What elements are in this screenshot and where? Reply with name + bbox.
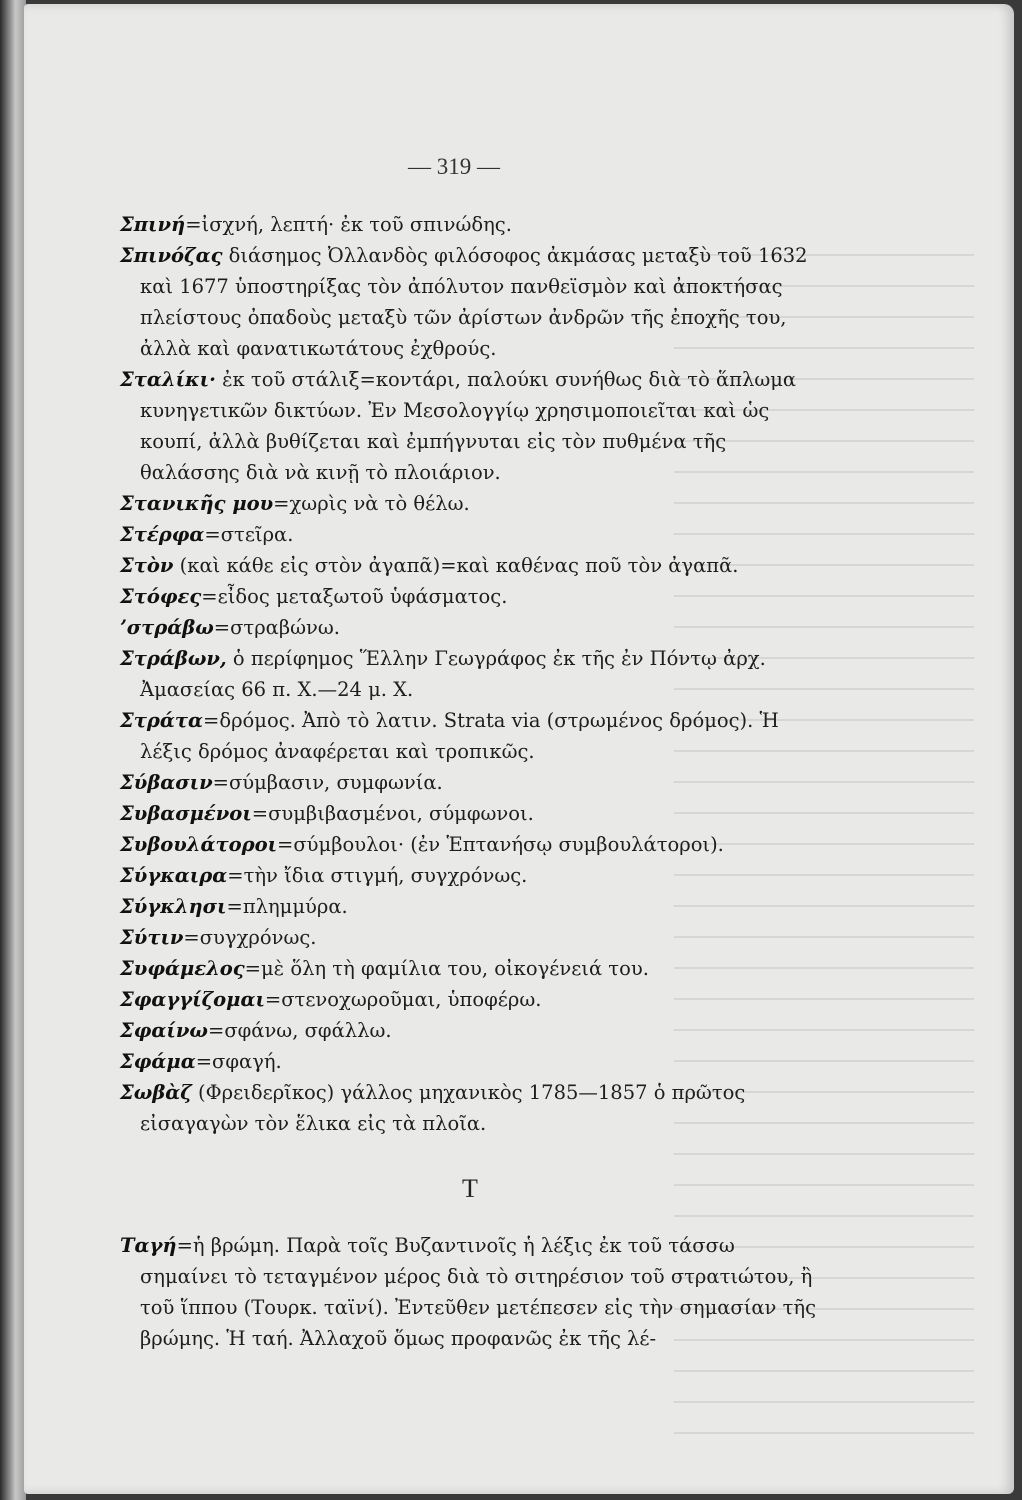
entry	[120, 488, 820, 519]
definition: =σύμβασιν, συμφωνία.	[212, 771, 443, 794]
definition: =στραβώνω.	[213, 616, 340, 639]
headword: Σύβασιν	[120, 771, 213, 794]
definition: =σφάνω, σφάλλω.	[207, 1019, 392, 1042]
definition: =πλημμύρα.	[226, 895, 348, 918]
definition: (Φρειδερῖκος) γάλλος μηχανικὸς 1785—1857 ὁ πρῶτος εἰσαγαγὼν τὸν ἕλικα εἰς τὰ πλοῖα.	[140, 1081, 746, 1135]
definition: =τὴν ἴδια στιγμή, συγχρόνως.	[227, 864, 528, 887]
entry	[120, 240, 820, 364]
headword: Σπινή	[120, 213, 186, 236]
headword: Σφάμα	[120, 1050, 196, 1073]
page-number: — 319 —	[408, 154, 500, 179]
headword: Στράβων,	[120, 647, 227, 670]
headword: Στόφες	[120, 585, 202, 608]
definition: =δρόμος. Ἀπὸ τὸ λατιν. Strata via (στρωμένος δρόμος). Ἡ λέξις δρόμος ἀναφέρεται καὶ τροπικῶς.	[140, 709, 779, 763]
entry	[120, 798, 820, 829]
headword: Στανικῆς μου	[120, 492, 274, 515]
entry	[120, 364, 820, 488]
entry	[120, 643, 820, 705]
entry	[120, 550, 820, 581]
definition: =σύμβουλοι· (ἐν Ἑπτανήσῳ συμβουλάτοροι).	[277, 833, 724, 856]
definition: =εἶδος μεταξωτοῦ ὑφάσματος.	[201, 585, 508, 608]
entry	[120, 209, 820, 240]
definition: =συγχρόνως.	[183, 926, 317, 949]
definition: ἐκ τοῦ στάλιξ=κοντάρι, παλούκι συνήθως διὰ τὸ ἅπλωμα κυνηγετικῶν δικτύων. Ἐν Μεσολογγίῳ χρησιμοποιεῖται καὶ ὡς κουπί, ἀλλὰ βυθίζεται καὶ ἐμπήγνυται εἰς τὸν πυθμένα τῆς θαλάσσης διὰ νὰ κινῇ τὸ πλοιάριον.	[140, 368, 797, 484]
headword: Σύγκαιρα	[120, 864, 228, 887]
headword: Συβασμένοι	[120, 802, 252, 825]
definition: =στενοχωροῦμαι, ὑποφέρω.	[264, 988, 542, 1011]
headword: Συφάμελος	[120, 957, 245, 980]
definition: (καὶ κάθε εἰς στὸν ἀγαπᾶ)=καὶ καθένας ποῦ τὸν ἀγαπᾶ.	[173, 554, 739, 577]
dictionary-entries	[120, 209, 820, 1354]
definition: =ἰσχνή, λεπτή· ἐκ τοῦ σπινώδης.	[185, 213, 512, 236]
headword: Στέρφα	[120, 523, 205, 546]
entry	[120, 860, 820, 891]
definition: διάσημος Ὀλλανδὸς φιλόσοφος ἀκμάσας μεταξὺ τοῦ 1632 καὶ 1677 ὑποστηρίξας τὸν ἀπόλυτον πανθεϊσμὸν καὶ ἀποκτήσας πλείστους ὀπαδοὺς μεταξὺ τῶν ἀρίστων ἀνδρῶν τῆς ἐποχῆς του, ἀλλὰ καὶ φανατικωτάτους ἐχθρούς.	[140, 244, 808, 360]
entry	[120, 1046, 820, 1077]
headword: Ταγή	[120, 1234, 177, 1257]
headword: Σύγκλησι	[120, 895, 227, 918]
entry	[120, 922, 820, 953]
headword: Σύτιν	[120, 926, 184, 949]
definition: =στεῖρα.	[204, 523, 294, 546]
entry	[120, 612, 820, 643]
entry	[120, 1077, 820, 1139]
headword: Σταλίκι·	[120, 368, 216, 391]
definition: =ἡ βρώμη. Παρὰ τοῖς Βυζαντινοῖς ἡ λέξις ἐκ τοῦ τάσσω σημαίνει τὸ τεταγμένον μέρος διὰ τὸ σιτηρέσιον τοῦ στρατιώτου, ἢ τοῦ ἵππου (Τουρκ. ταϊνί). Ἐντεῦθεν μετέπεσεν εἰς τὴν σημασίαν τῆς βρώμης. Ἡ ταή. Ἀλλαχοῦ ὅμως προφανῶς ἐκ τῆς λέ-	[140, 1234, 816, 1350]
definition: =χωρὶς νὰ τὸ θέλω.	[273, 492, 470, 515]
definition: =μὲ ὅλη τὴ φαμίλια του, οἰκογένειά του.	[244, 957, 649, 980]
entry	[120, 767, 820, 798]
book-spine-edge	[0, 0, 26, 1500]
entry	[120, 891, 820, 922]
entry	[120, 829, 820, 860]
entry	[120, 984, 820, 1015]
headword: Συβουλάτοροι	[120, 833, 278, 856]
entry	[120, 581, 820, 612]
headword: Στὸν	[120, 554, 174, 577]
headword: ʼστράβω	[120, 616, 214, 639]
section-heading: Τ	[462, 1174, 478, 1203]
headword: Στράτα	[120, 709, 204, 732]
entry	[120, 705, 820, 767]
definition: ὁ περίφημος Ἕλλην Γεωγράφος ἐκ τῆς ἐν Πόντῳ ἀρχ. Ἀμασείας 66 π. Χ.—24 μ. Χ.	[140, 647, 766, 701]
book-page	[24, 4, 1014, 1494]
entry	[120, 1230, 820, 1354]
definition: =σφαγή.	[195, 1050, 282, 1073]
entry	[120, 519, 820, 550]
entry	[120, 1015, 820, 1046]
headword: Σφαίνω	[120, 1019, 208, 1042]
entry	[120, 953, 820, 984]
headword: Σπινόζας	[120, 244, 223, 267]
headword: Σωβὰζ	[120, 1081, 192, 1104]
definition: =συμβιβασμένοι, σύμφωνοι.	[251, 802, 534, 825]
headword: Σφαγγίζομαι	[120, 988, 265, 1011]
